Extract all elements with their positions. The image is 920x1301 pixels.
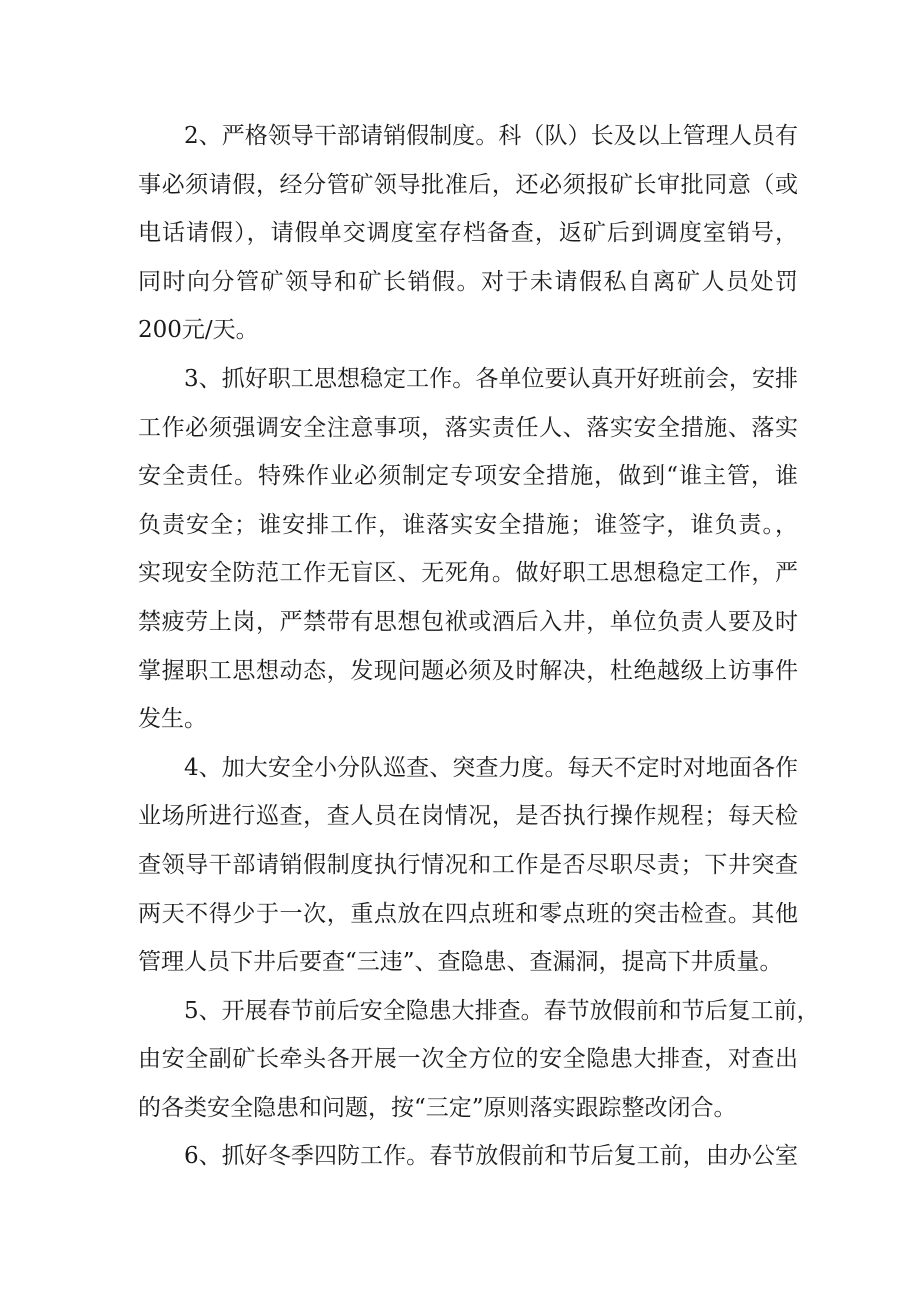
paragraph-line: 同时向分管矿领导和矿长销假。对于未请假私自离矿人员处罚 <box>138 268 798 295</box>
paragraph-line: 两天不得少于一次，重点放在四点班和零点班的突击检查。其他 <box>138 900 798 927</box>
paragraph-line: 发生。 <box>138 706 207 733</box>
paragraph-line: 业场所进行巡查，查人员在岗情况，是否执行操作规程；每天检 <box>138 803 798 830</box>
paragraph-line: 5、开展春节前后安全隐患大排查。春节放假前和节后复工前， <box>184 997 820 1024</box>
paragraph-line: 管理人员下井后要查“三违”、查隐患、查漏洞，提高下井质量。 <box>138 949 783 976</box>
paragraph-line: 负责安全；谁安排工作，谁落实安全措施；谁签字，谁负责。， <box>138 511 798 538</box>
paragraph-line: 3、抓好职工思想稳定工作。各单位要认真开好班前会，安排 <box>184 365 798 392</box>
paragraph-line: 掌握职工思想动态，发现问题必须及时解决，杜绝越级上访事件 <box>138 657 798 684</box>
paragraph-item-5 <box>138 987 820 1133</box>
paragraph-line: 实现安全防范工作无盲区、无死角。做好职工思想稳定工作，严 <box>138 560 798 587</box>
paragraph-item-2 <box>138 112 798 355</box>
paragraph-item-3 <box>138 355 798 744</box>
paragraph-line: 安全责任。特殊作业必须制定专项安全措施，做到“谁主管，谁 <box>138 463 798 490</box>
paragraph-line: 电话请假），请假单交调度室存档备查，返矿后到调度室销号， <box>138 220 798 247</box>
paragraph-line: 事必须请假，经分管矿领导批准后，还必须报矿长审批同意（或 <box>138 171 798 198</box>
paragraph-line: 200元/天。 <box>138 317 259 344</box>
paragraph-line: 禁疲劳上岗，严禁带有思想包袱或酒后入井，单位负责人要及时 <box>138 608 798 635</box>
paragraph-line: 6、抓好冬季四防工作。春节放假前和节后复工前，由办公室 <box>184 1143 798 1170</box>
paragraph-item-6 <box>138 1132 798 1181</box>
paragraph-line: 的各类安全隐患和问题，按“三定”原则落实跟踪整改闭合。 <box>138 1094 737 1121</box>
paragraph-item-4 <box>138 744 798 987</box>
paragraph-line: 工作必须强调安全注意事项，落实责任人、落实安全措施、落实 <box>138 414 798 441</box>
paragraph-line: 查领导干部请销假制度执行情况和工作是否尽职尽责；下井突查 <box>138 851 798 878</box>
paragraph-line: 由安全副矿长牵头各开展一次全方位的安全隐患大排查，对查出 <box>138 1046 798 1073</box>
document-body <box>138 112 820 1181</box>
paragraph-line: 4、加大安全小分队巡查、突查力度。每天不定时对地面各作 <box>184 754 798 781</box>
paragraph-line: 2、严格领导干部请销假制度。科（队）长及以上管理人员有 <box>184 123 798 149</box>
